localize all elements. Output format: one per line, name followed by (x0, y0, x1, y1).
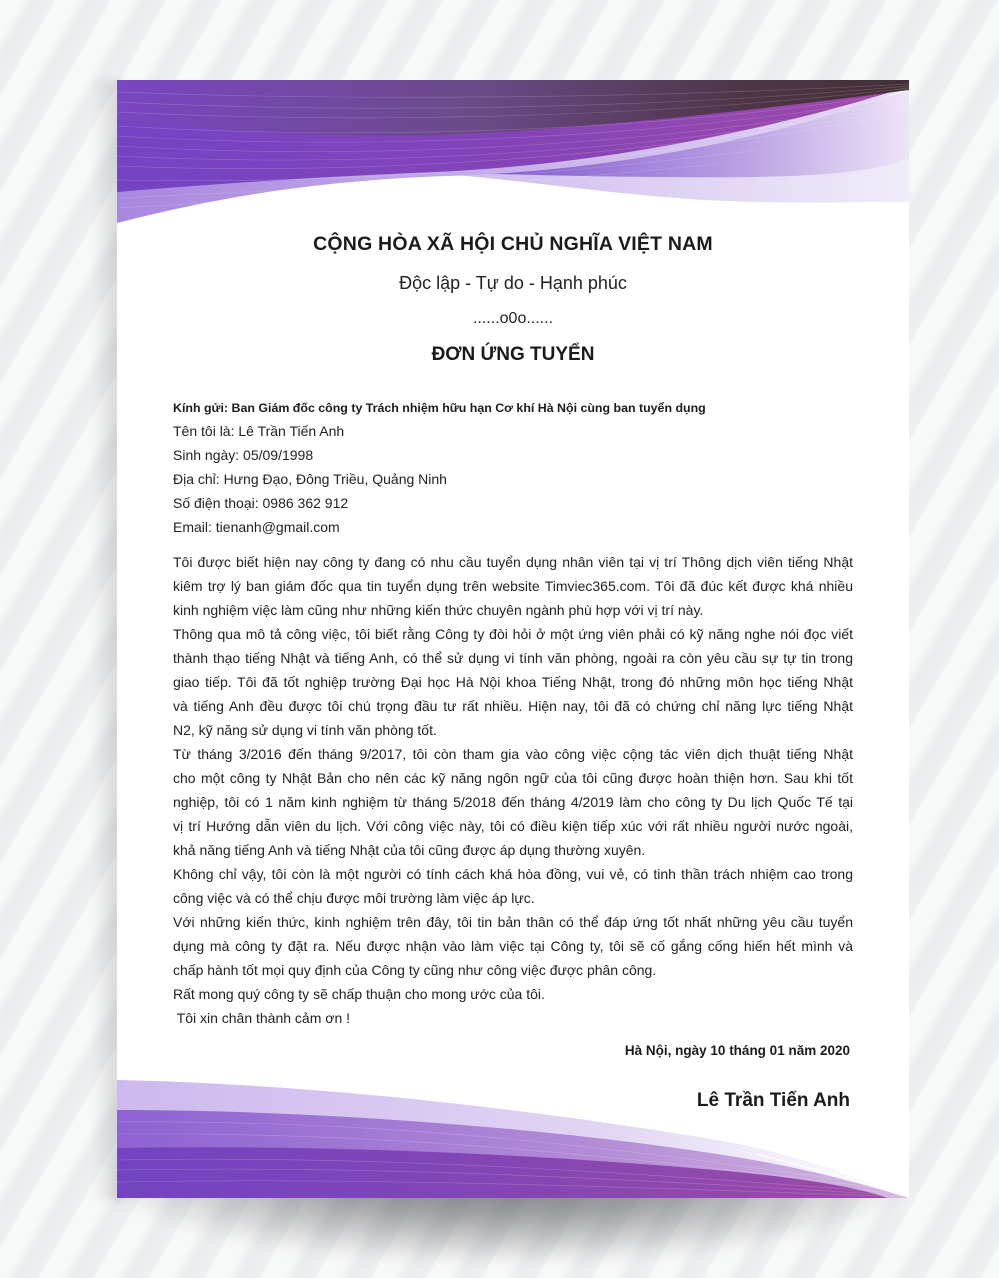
body-line: kinh nghiệm việc làm cũng như những kiến thức chuyên ngành phù hợp với vị trí này. (173, 602, 704, 618)
header-wave-decoration (117, 80, 909, 230)
info-name: Tên tôi là: Lê Trần Tiến Anh (173, 423, 345, 439)
body-line: dụng mà công ty đặt ra. Nếu được nhận vào làm việc tại Công ty, tôi sẽ cố gắng cống hiến hết mình và (173, 938, 853, 954)
body-line: công việc và có thể chịu được môi trường làm việc áp lực. (173, 890, 535, 906)
body-line: N2, kỹ năng sử dụng vi tính văn phòng tốt. (173, 722, 437, 738)
body-line: thành thạo tiếng Nhật và tiếng Anh, có thể sử dụng vi tính văn phòng, ngoài ra còn yêu cầu sự tự tin trong (173, 650, 853, 666)
body-line: nghiệp, tôi có 1 năm kinh nghiệm từ tháng 5/2018 đến tháng 4/2019 làm cho công ty Du lịch Quốc Tế tại (173, 794, 853, 810)
info-email: Email: tienanh@gmail.com (173, 519, 340, 535)
body-line: Tôi xin chân thành cảm ơn ! (173, 1010, 351, 1026)
body-line: cho một công ty Nhật Bản cho nên các kỹ năng ngôn ngữ của tôi cũng được hoàn thiện hơn. Sau khi tốt (173, 770, 853, 786)
body-line: chấp hành tốt mọi quy định của Công ty cũng như công việc được phân công. (173, 962, 657, 978)
body-line: giao tiếp. Tôi đã tốt nghiệp trường Đại học Hà Nội khoa Tiếng Nhật, trong đó những môn học tiếng Nhật (173, 674, 853, 690)
body-line: Thông qua mô tả công việc, tôi biết rằng Công ty đòi hỏi ở một ứng viên phải có kỹ năng nghe nói đọc viết (173, 626, 853, 642)
national-title: CỘNG HÒA XÃ HỘI CHỦ NGHĨA VIỆT NAM (313, 233, 713, 255)
body-line: Tôi được biết hiện nay công ty đang có nhu cầu tuyển dụng nhân viên tại vị trí Thông dịch viên tiếng Nhật (173, 554, 853, 570)
letter-body (173, 550, 853, 1030)
recipient-line: Kính gửi: Ban Giám đốc công ty Trách nhiệm hữu hạn Cơ khí Hà Nội cùng ban tuyển dụng (173, 401, 706, 415)
document-page (117, 80, 909, 1198)
info-birth-date: Sinh ngày: 05/09/1998 (173, 447, 314, 463)
body-line: Từ tháng 3/2016 đến tháng 9/2017, tôi còn tham gia vào công việc cộng tác viên dịch thuật tiếng Nhật (173, 746, 853, 762)
body-line: và tiếng Anh đều được tôi chú trọng đầu tư rất nhiều. Hiện nay, tôi đã có chứng chỉ năng lực tiếng Nhật (173, 698, 853, 714)
body-line: Không chỉ vậy, tôi còn là một người có tính cách khá hòa đồng, vui vẻ, có tinh thần trách nhiệm cao trong (173, 866, 853, 882)
date-place-line: Hà Nội, ngày 10 tháng 01 năm 2020 (624, 1043, 850, 1058)
document-title: ĐƠN ỨNG TUYỂN (431, 344, 595, 365)
info-phone: Số điện thoại: 0986 362 912 (173, 495, 349, 511)
body-line: Với những kiến thức, kinh nghiệm trên đây, tôi tin bản thân có thể đáp ứng tốt nhất những yêu cầu tuyển (173, 914, 853, 930)
signature-name: Lê Trần Tiến Anh (696, 1090, 850, 1111)
body-line: vị trí Hướng dẫn viên du lịch. Với công việc này, tôi có điều kiện tiếp xúc với rất nhiều người nước ngoài, (173, 818, 853, 834)
national-motto: Độc lập - Tự do - Hạnh phúc (399, 273, 627, 293)
body-line: kiêm trợ lý ban giám đốc qua tin tuyển dụng trên website Timviec365.com. Tôi đã đúc kết được khá nhiều (173, 578, 853, 594)
info-address: Địa chỉ: Hưng Đạo, Đông Triều, Quảng Ninh (173, 471, 447, 487)
body-line: Rất mong quý công ty sẽ chấp thuận cho mong ước của tôi. (173, 986, 545, 1002)
title-separator: ......o0o...... (472, 310, 554, 327)
body-line: khả năng tiếng Anh và tiếng Nhật của tôi cũng được áp dụng thường xuyên. (173, 842, 646, 858)
